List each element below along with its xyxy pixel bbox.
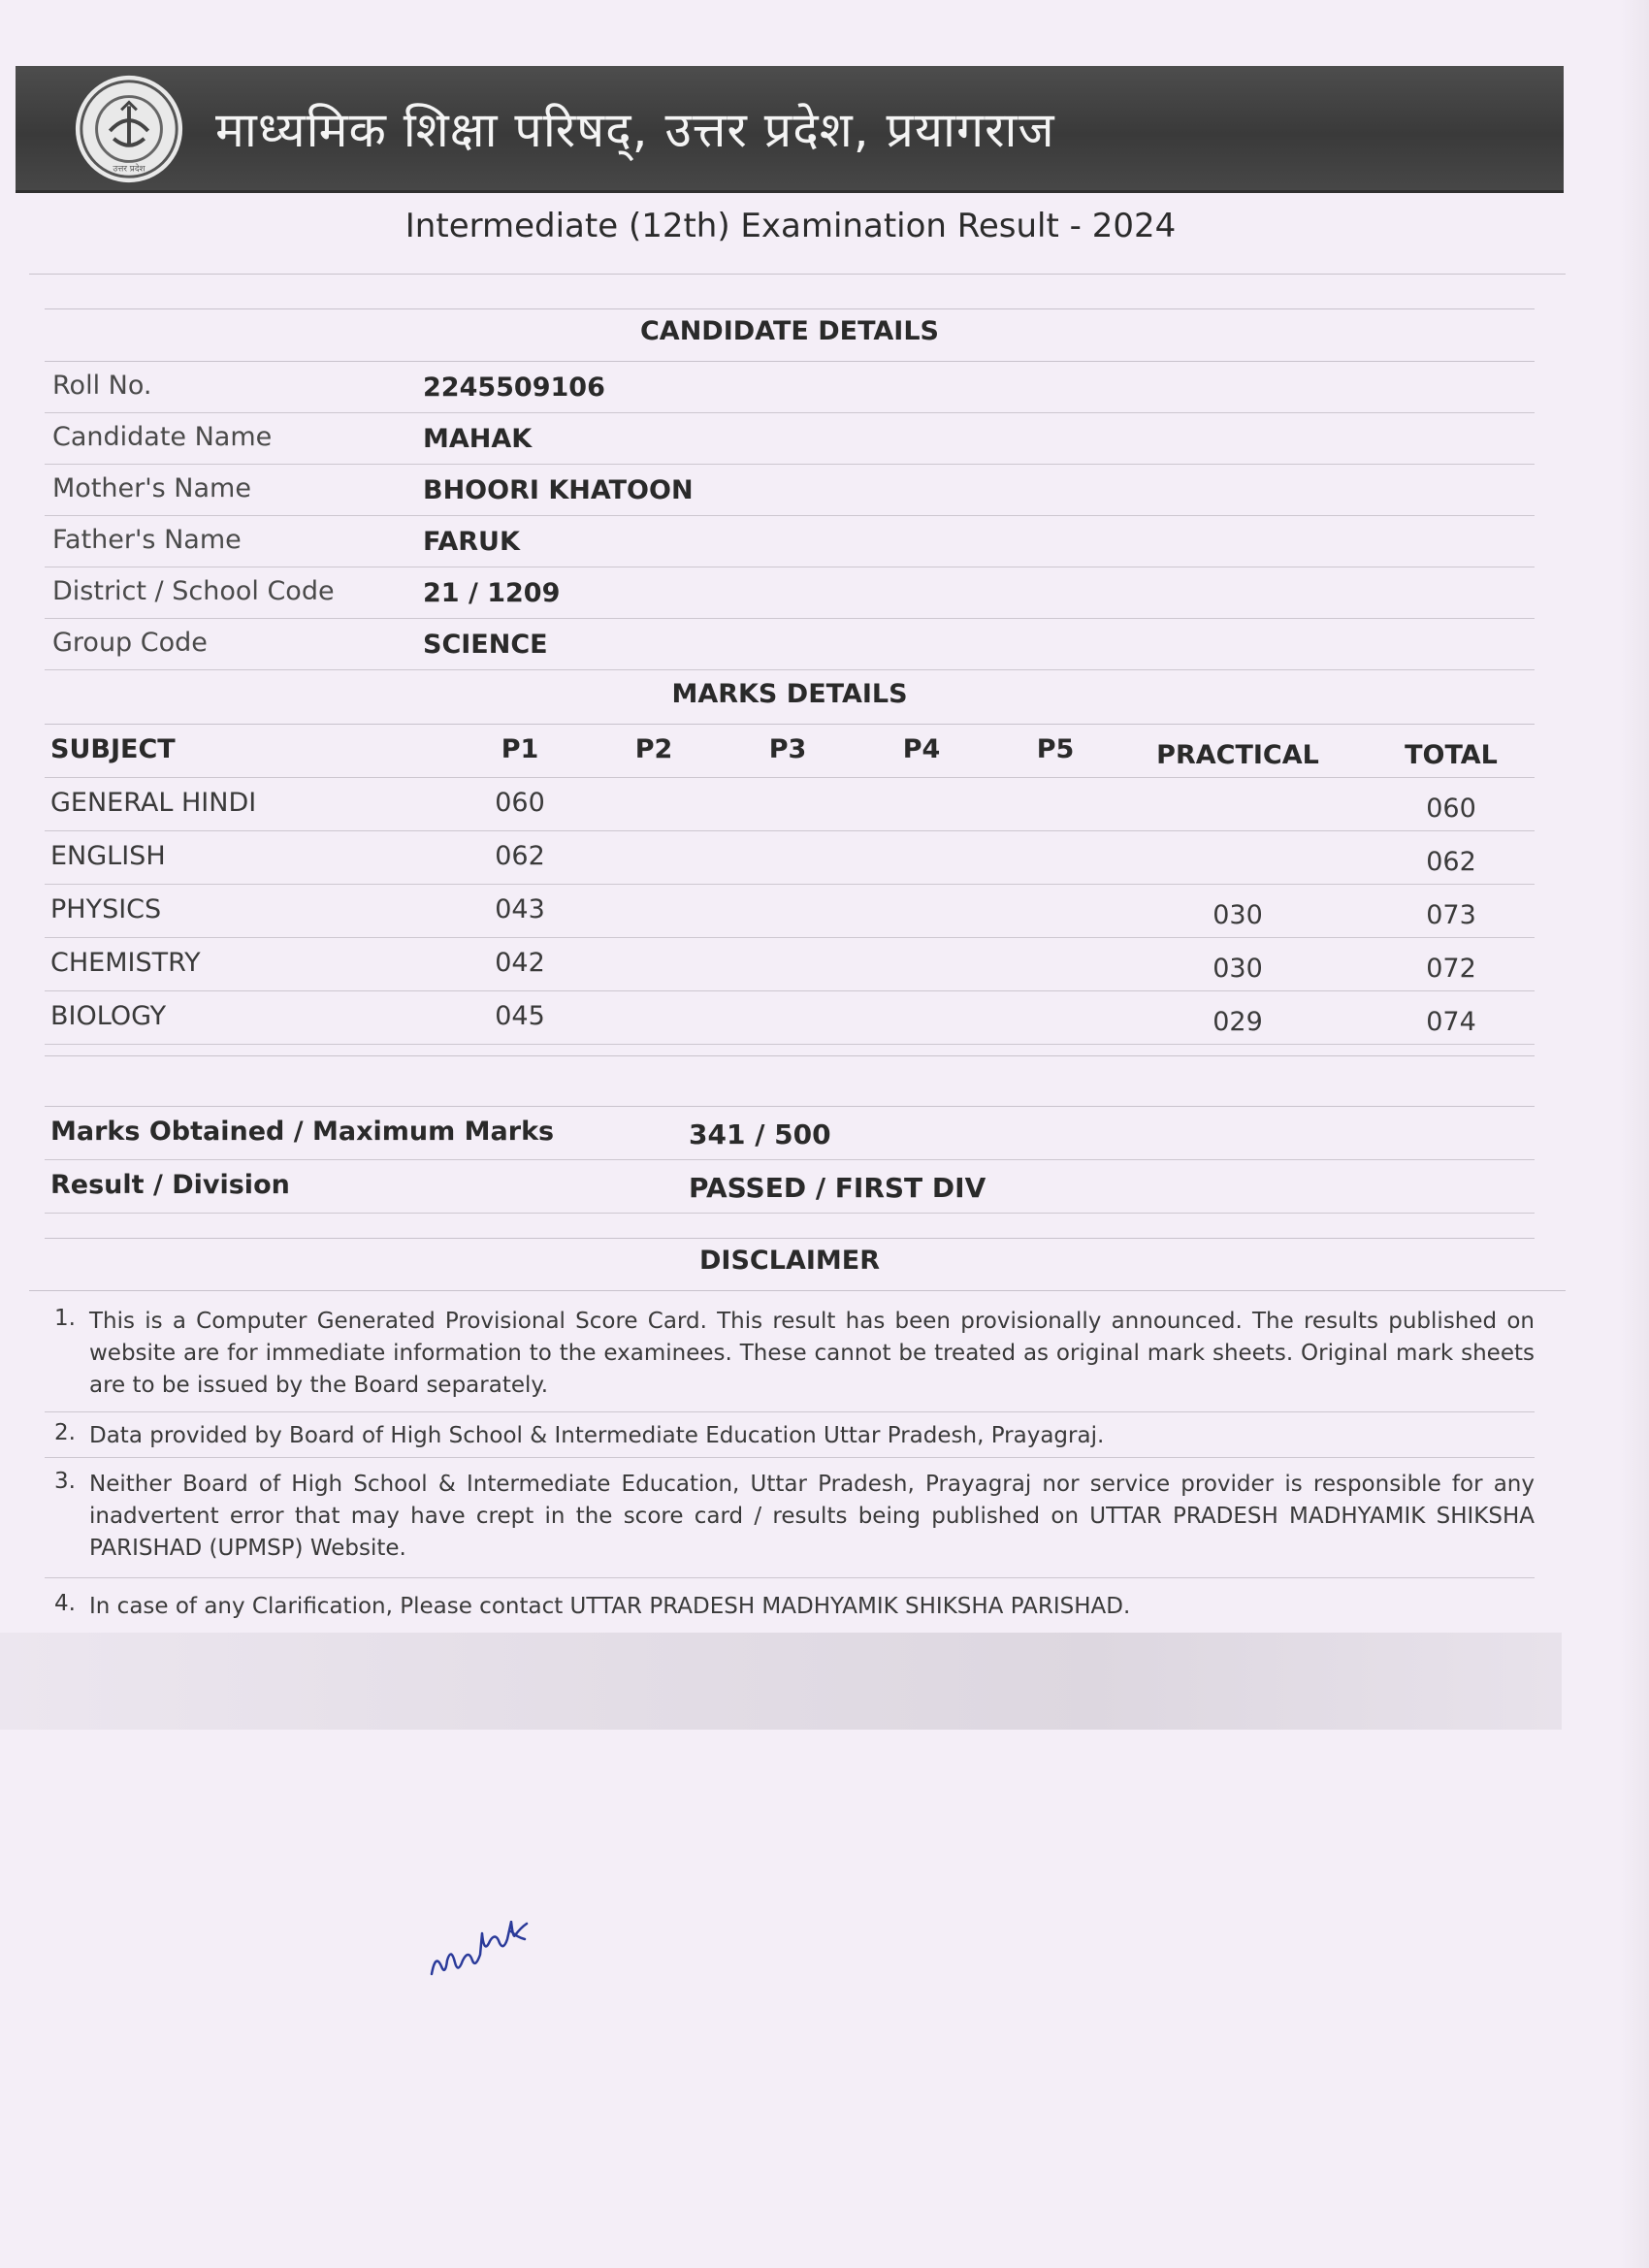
emblem-text: उत्तर प्रदेश <box>113 164 146 175</box>
field-label: Group Code <box>52 628 208 658</box>
up-government-emblem-icon <box>72 72 186 186</box>
column-header-total: TOTAL <box>1405 740 1498 770</box>
divider <box>29 1290 1566 1291</box>
marks-obtained-value: 341 / 500 <box>689 1118 831 1150</box>
result-row <box>45 1160 1535 1214</box>
practical-marks: 030 <box>1212 900 1263 930</box>
disclaimer-text: Neither Board of High School & Intermediate Education, Uttar Pradesh, Prayagraj nor service provider is responsible for any inadvertent error that may have crept in the score card / results being published on UTTAR PRADESH MADHYAMIK SHIKSHA PARISHAD (UPMSP) Website. <box>89 1472 1535 1561</box>
candidate-row-group <box>45 619 1535 670</box>
handwritten-signature <box>427 1921 582 1998</box>
candidate-row-name <box>45 413 1535 465</box>
divider <box>29 274 1566 275</box>
disclaimer-number: 2. <box>54 1420 76 1445</box>
field-label: Mother's Name <box>52 473 251 503</box>
total-marks: 073 <box>1426 900 1476 930</box>
exam-title: Intermediate (12th) Examination Result - 2024 <box>404 207 1177 245</box>
marks-obtained-label: Marks Obtained / Maximum Marks <box>50 1117 555 1147</box>
column-header-p1: P1 <box>501 734 539 764</box>
candidate-row-mother <box>45 465 1535 516</box>
disclaimer-number: 3. <box>54 1469 76 1494</box>
page-edge-shadow <box>1620 0 1649 2268</box>
candidate-name: MAHAK <box>423 424 533 454</box>
total-marks: 072 <box>1426 954 1476 984</box>
disclaimer-text: Data provided by Board of High School & Intermediate Education Uttar Pradesh, Prayagraj. <box>89 1423 1105 1448</box>
field-label: District / School Code <box>52 576 335 606</box>
disclaimer-text: In case of any Clarification, Please contact UTTAR PRADESH MADHYAMIK SHIKSHA PARISHAD. <box>89 1594 1131 1619</box>
roll-number: 2245509106 <box>423 373 605 403</box>
total-marks: 062 <box>1426 847 1476 877</box>
mother-name: BHOORI KHATOON <box>423 475 694 505</box>
board-title: माध्यमिक शिक्षा परिषद्, उत्तर प्रदेश, प्रयागराज <box>215 102 1055 158</box>
disclaimer-item <box>45 1300 1535 1412</box>
result-label: Result / Division <box>50 1170 290 1200</box>
table-row <box>45 938 1535 991</box>
school-code: 21 / 1209 <box>423 578 561 608</box>
p1-marks: 043 <box>495 894 545 924</box>
candidate-row-school-code <box>45 567 1535 619</box>
candidate-row-father <box>45 516 1535 567</box>
group-code: SCIENCE <box>423 630 548 660</box>
candidate-row-roll-no <box>45 362 1535 413</box>
father-name: FARUK <box>423 527 520 557</box>
column-header-p2: P2 <box>634 734 673 764</box>
divider <box>45 1238 1535 1239</box>
total-marks: 074 <box>1426 1007 1476 1037</box>
marks-details-heading: MARKS DETAILS <box>671 679 908 709</box>
column-header-p3: P3 <box>768 734 807 764</box>
table-row <box>45 831 1535 885</box>
column-header-practical: PRACTICAL <box>1156 740 1319 770</box>
p1-marks: 045 <box>495 1001 545 1031</box>
column-header-subject: SUBJECT <box>50 734 176 764</box>
column-header-p4: P4 <box>902 734 941 764</box>
p1-marks: 060 <box>495 788 545 818</box>
marks-obtained-row <box>45 1107 1535 1160</box>
subject-name: PHYSICS <box>50 894 162 924</box>
marks-table-header <box>45 725 1535 778</box>
disclaimer-text: This is a Computer Generated Provisional Score Card. This result has been provisionally announced. The results published on website are for immediate information to the examinees. These cannot be treated as original mark sheets. Original mark sheets are to be issued by the Board separately. <box>89 1309 1535 1398</box>
disclaimer-item <box>45 1414 1535 1458</box>
candidate-details-heading: CANDIDATE DETAILS <box>639 316 939 346</box>
field-label: Roll No. <box>52 371 152 401</box>
disclaimer-item <box>45 1463 1535 1578</box>
subject-name: GENERAL HINDI <box>50 788 257 818</box>
disclaimer-number: 1. <box>54 1306 76 1331</box>
subject-name: ENGLISH <box>50 841 166 871</box>
total-marks: 060 <box>1426 794 1476 824</box>
page-footer-band <box>0 1633 1562 1730</box>
result-value: PASSED / FIRST DIV <box>689 1172 986 1204</box>
table-row <box>45 991 1535 1045</box>
practical-marks: 030 <box>1212 954 1263 984</box>
board-header-banner <box>16 66 1564 193</box>
disclaimer-heading: DISCLAIMER <box>699 1246 880 1276</box>
table-row <box>45 885 1535 938</box>
subject-name: CHEMISTRY <box>50 948 201 978</box>
field-label: Father's Name <box>52 525 242 555</box>
p1-marks: 042 <box>495 948 545 978</box>
disclaimer-item <box>45 1585 1535 1628</box>
divider <box>45 308 1535 309</box>
practical-marks: 029 <box>1212 1007 1263 1037</box>
subject-name: BIOLOGY <box>50 1001 167 1031</box>
table-row <box>45 778 1535 831</box>
column-header-p5: P5 <box>1036 734 1075 764</box>
field-label: Candidate Name <box>52 422 273 452</box>
divider <box>45 1055 1535 1056</box>
disclaimer-number: 4. <box>54 1591 76 1616</box>
p1-marks: 062 <box>495 841 545 871</box>
